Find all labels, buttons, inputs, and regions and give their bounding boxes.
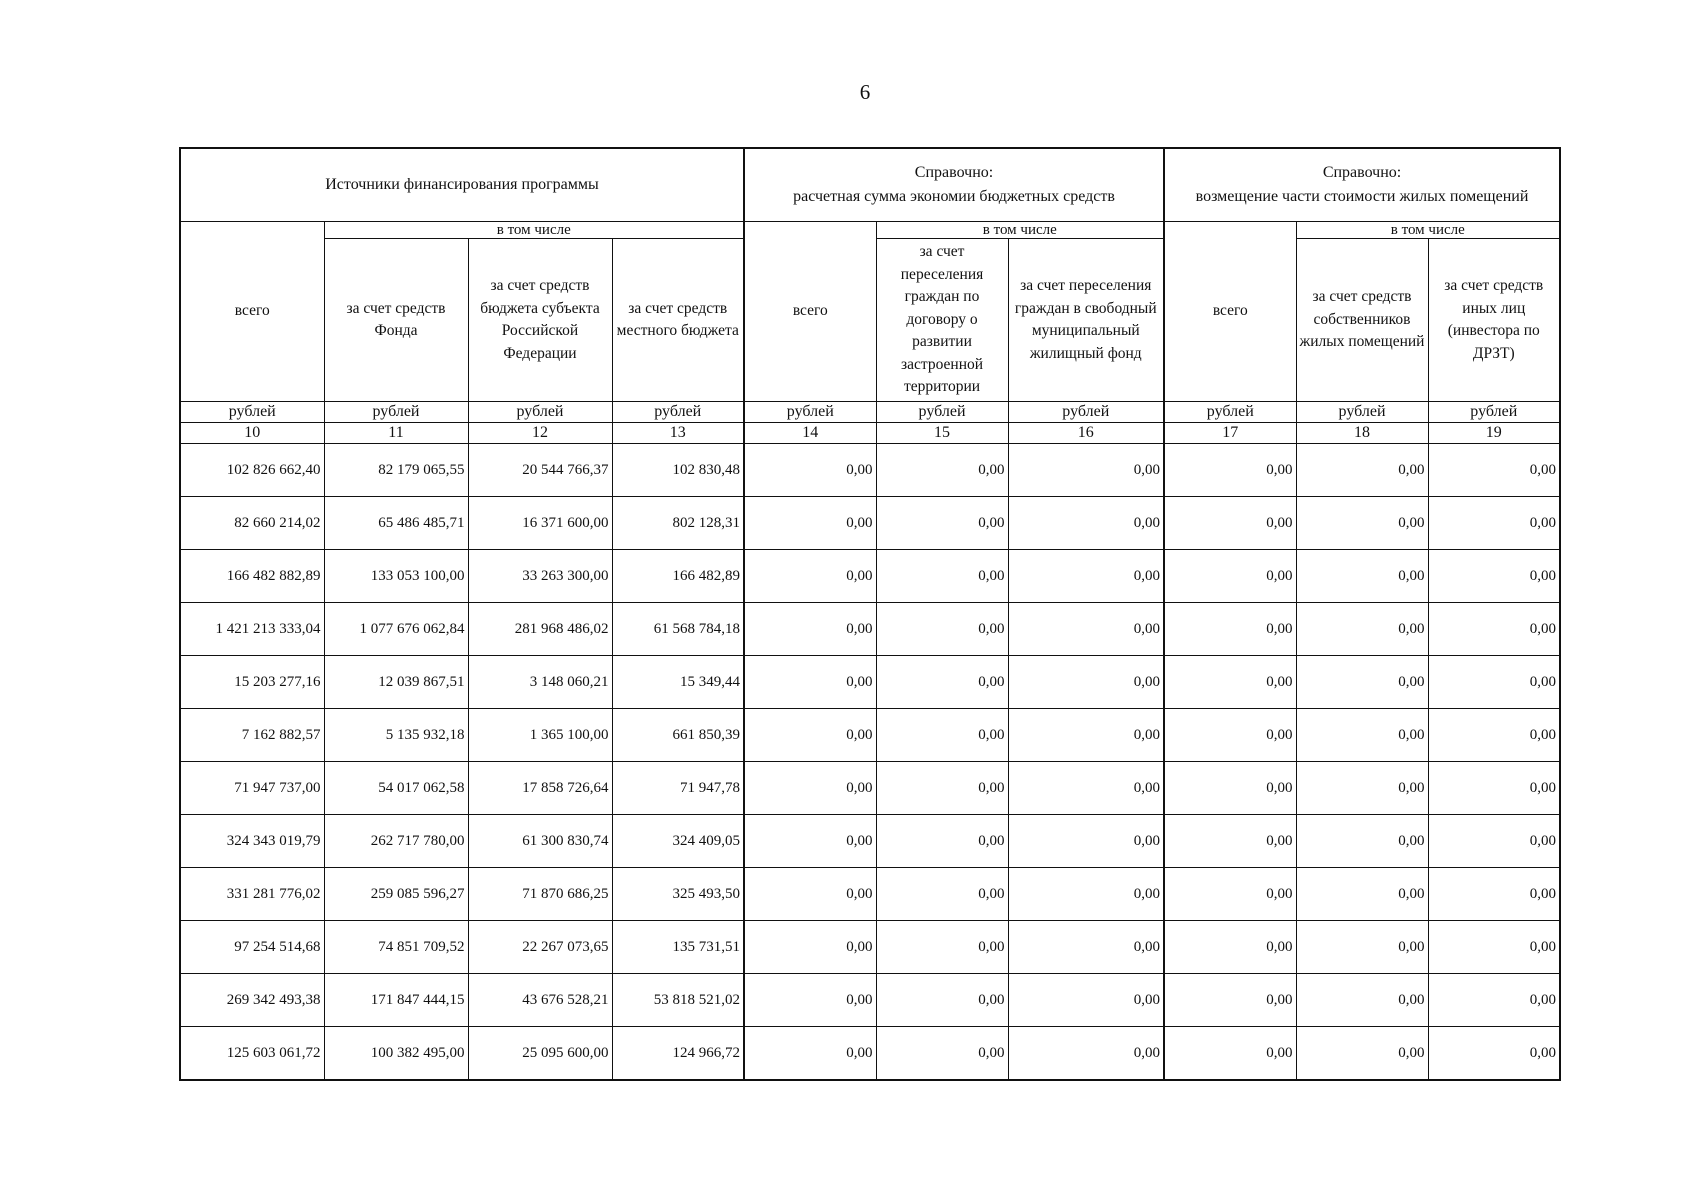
table-cell-col-15: 0,00 xyxy=(876,921,1008,974)
table-cell-col-19: 0,00 xyxy=(1428,974,1560,1027)
table-row xyxy=(180,868,1560,921)
table-cell-col-19: 0,00 xyxy=(1428,656,1560,709)
column-number: 12 xyxy=(468,423,612,444)
table-row xyxy=(180,550,1560,603)
column-header-14: всего xyxy=(744,222,876,402)
table-cell-col-12: 17 858 726,64 xyxy=(468,762,612,815)
group-header-financing-sources xyxy=(180,148,744,222)
table-cell-col-15: 0,00 xyxy=(876,974,1008,1027)
table-cell-col-14: 0,00 xyxy=(744,656,876,709)
table-cell-col-13: 324 409,05 xyxy=(612,815,744,868)
table-cell-col-18: 0,00 xyxy=(1296,709,1428,762)
table-cell-col-17: 0,00 xyxy=(1164,656,1296,709)
table-cell-col-12: 22 267 073,65 xyxy=(468,921,612,974)
table-cell-col-12: 20 544 766,37 xyxy=(468,444,612,497)
table-cell-col-13: 15 349,44 xyxy=(612,656,744,709)
table-cell-col-13: 661 850,39 xyxy=(612,709,744,762)
column-header-10: всего xyxy=(180,222,324,402)
unit-cell: рублей xyxy=(1428,402,1560,423)
table-cell-col-10: 125 603 061,72 xyxy=(180,1027,324,1081)
column-number: 13 xyxy=(612,423,744,444)
column-number: 14 xyxy=(744,423,876,444)
table-cell-col-12: 281 968 486,02 xyxy=(468,603,612,656)
table-cell-col-17: 0,00 xyxy=(1164,815,1296,868)
group-header-budget-savings xyxy=(744,148,1164,222)
table-body xyxy=(180,444,1560,1081)
table-cell-col-14: 0,00 xyxy=(744,921,876,974)
table-cell-col-14: 0,00 xyxy=(744,550,876,603)
table-cell-col-18: 0,00 xyxy=(1296,815,1428,868)
table-row xyxy=(180,709,1560,762)
table-cell-col-14: 0,00 xyxy=(744,709,876,762)
table-cell-col-16: 0,00 xyxy=(1008,921,1164,974)
unit-cell: рублей xyxy=(1296,402,1428,423)
table-cell-col-12: 16 371 600,00 xyxy=(468,497,612,550)
column-header-12: за счет средств бюджета субъекта Российской Федерации xyxy=(468,239,612,402)
table-cell-col-14: 0,00 xyxy=(744,974,876,1027)
column-number: 11 xyxy=(324,423,468,444)
unit-cell: рублей xyxy=(324,402,468,423)
table-cell-col-13: 53 818 521,02 xyxy=(612,974,744,1027)
table-cell-col-19: 0,00 xyxy=(1428,1027,1560,1081)
column-header-13: за счет средств местного бюджета xyxy=(612,239,744,402)
unit-cell: рублей xyxy=(468,402,612,423)
table-cell-col-14: 0,00 xyxy=(744,603,876,656)
table-cell-col-11: 133 053 100,00 xyxy=(324,550,468,603)
table-cell-col-14: 0,00 xyxy=(744,868,876,921)
table-cell-col-15: 0,00 xyxy=(876,603,1008,656)
table-cell-col-10: 166 482 882,89 xyxy=(180,550,324,603)
unit-cell: рублей xyxy=(876,402,1008,423)
table-cell-col-11: 65 486 485,71 xyxy=(324,497,468,550)
table-cell-col-13: 135 731,51 xyxy=(612,921,744,974)
group-header-savings-line2: расчетная сумма экономии бюджетных средств xyxy=(793,188,1115,205)
table-cell-col-16: 0,00 xyxy=(1008,1027,1164,1081)
table-cell-col-17: 0,00 xyxy=(1164,762,1296,815)
table-cell-col-19: 0,00 xyxy=(1428,603,1560,656)
table-cell-col-15: 0,00 xyxy=(876,497,1008,550)
table-cell-col-18: 0,00 xyxy=(1296,603,1428,656)
table-cell-col-19: 0,00 xyxy=(1428,815,1560,868)
table-cell-col-15: 0,00 xyxy=(876,709,1008,762)
column-number: 10 xyxy=(180,423,324,444)
table-cell-col-11: 262 717 780,00 xyxy=(324,815,468,868)
table-cell-col-19: 0,00 xyxy=(1428,709,1560,762)
table-cell-col-10: 7 162 882,57 xyxy=(180,709,324,762)
column-header-18: за счет средств собственников жилых помещений xyxy=(1296,239,1428,402)
table-cell-col-18: 0,00 xyxy=(1296,656,1428,709)
table-cell-col-18: 0,00 xyxy=(1296,1027,1428,1081)
column-header-15: за счет переселения граждан по договору о развитии застроенной территории xyxy=(876,239,1008,402)
table-cell-col-17: 0,00 xyxy=(1164,603,1296,656)
table-row xyxy=(180,497,1560,550)
table-cell-col-11: 82 179 065,55 xyxy=(324,444,468,497)
table-cell-col-13: 802 128,31 xyxy=(612,497,744,550)
table-cell-col-19: 0,00 xyxy=(1428,868,1560,921)
table-cell-col-16: 0,00 xyxy=(1008,709,1164,762)
column-number: 15 xyxy=(876,423,1008,444)
page-number: 6 xyxy=(859,80,871,104)
table-cell-col-17: 0,00 xyxy=(1164,709,1296,762)
table-cell-col-16: 0,00 xyxy=(1008,815,1164,868)
table-cell-col-12: 33 263 300,00 xyxy=(468,550,612,603)
table-cell-col-18: 0,00 xyxy=(1296,444,1428,497)
table-cell-col-18: 0,00 xyxy=(1296,762,1428,815)
table-cell-col-10: 331 281 776,02 xyxy=(180,868,324,921)
table-cell-col-16: 0,00 xyxy=(1008,868,1164,921)
table-cell-col-16: 0,00 xyxy=(1008,444,1164,497)
subheader-in-number-1: в том числе xyxy=(324,222,744,239)
column-number-row xyxy=(180,423,1560,444)
unit-cell: рублей xyxy=(744,402,876,423)
table-cell-col-16: 0,00 xyxy=(1008,550,1164,603)
table-cell-col-14: 0,00 xyxy=(744,815,876,868)
table-cell-col-17: 0,00 xyxy=(1164,921,1296,974)
subheader-in-number-3: в том числе xyxy=(1296,222,1560,239)
table-cell-col-10: 1 421 213 333,04 xyxy=(180,603,324,656)
table-cell-col-11: 171 847 444,15 xyxy=(324,974,468,1027)
table-cell-col-15: 0,00 xyxy=(876,868,1008,921)
column-header-11: за счет средств Фонда xyxy=(324,239,468,402)
table-cell-col-14: 0,00 xyxy=(744,762,876,815)
table-cell-col-10: 97 254 514,68 xyxy=(180,921,324,974)
unit-row xyxy=(180,402,1560,423)
column-number: 18 xyxy=(1296,423,1428,444)
table-row xyxy=(180,815,1560,868)
table-cell-col-10: 82 660 214,02 xyxy=(180,497,324,550)
table-cell-col-17: 0,00 xyxy=(1164,497,1296,550)
unit-cell: рублей xyxy=(1164,402,1296,423)
column-header-16: за счет переселения граждан в свободный муниципальный жилищный фонд xyxy=(1008,239,1164,402)
table-cell-col-18: 0,00 xyxy=(1296,974,1428,1027)
unit-cell: рублей xyxy=(180,402,324,423)
column-number: 19 xyxy=(1428,423,1560,444)
table-cell-col-12: 3 148 060,21 xyxy=(468,656,612,709)
table-cell-col-18: 0,00 xyxy=(1296,550,1428,603)
table-row xyxy=(180,603,1560,656)
column-number: 17 xyxy=(1164,423,1296,444)
column-number: 16 xyxy=(1008,423,1164,444)
table-cell-col-15: 0,00 xyxy=(876,656,1008,709)
table-cell-col-17: 0,00 xyxy=(1164,868,1296,921)
table-cell-col-12: 61 300 830,74 xyxy=(468,815,612,868)
group-header-compensation-line1: Справочно: xyxy=(1322,164,1402,181)
table-row xyxy=(180,1027,1560,1081)
table-cell-col-10: 324 343 019,79 xyxy=(180,815,324,868)
table-row xyxy=(180,656,1560,709)
group-header-compensation-line2: возмещение части стоимости жилых помещений xyxy=(1195,188,1529,205)
table-cell-col-14: 0,00 xyxy=(744,444,876,497)
table-cell-col-10: 15 203 277,16 xyxy=(180,656,324,709)
table-cell-col-13: 166 482,89 xyxy=(612,550,744,603)
table-cell-col-15: 0,00 xyxy=(876,444,1008,497)
table-cell-col-16: 0,00 xyxy=(1008,656,1164,709)
group-header-financing-label: Источники финансирования программы xyxy=(325,176,599,193)
table-cell-col-12: 43 676 528,21 xyxy=(468,974,612,1027)
table-cell-col-12: 71 870 686,25 xyxy=(468,868,612,921)
table-cell-col-11: 12 039 867,51 xyxy=(324,656,468,709)
table-cell-col-18: 0,00 xyxy=(1296,497,1428,550)
table-cell-col-16: 0,00 xyxy=(1008,762,1164,815)
table-cell-col-17: 0,00 xyxy=(1164,550,1296,603)
table-cell-col-18: 0,00 xyxy=(1296,921,1428,974)
table-cell-col-11: 5 135 932,18 xyxy=(324,709,468,762)
table-cell-col-10: 102 826 662,40 xyxy=(180,444,324,497)
column-header-19: за счет средств иных лиц (инвестора по ДРЗТ) xyxy=(1428,239,1560,402)
table-cell-col-13: 102 830,48 xyxy=(612,444,744,497)
table-cell-col-17: 0,00 xyxy=(1164,974,1296,1027)
table-cell-col-15: 0,00 xyxy=(876,550,1008,603)
table-cell-col-11: 74 851 709,52 xyxy=(324,921,468,974)
table-cell-col-19: 0,00 xyxy=(1428,444,1560,497)
table-cell-col-16: 0,00 xyxy=(1008,603,1164,656)
table-cell-col-17: 0,00 xyxy=(1164,444,1296,497)
table-cell-col-15: 0,00 xyxy=(876,762,1008,815)
table-cell-col-19: 0,00 xyxy=(1428,921,1560,974)
table-row xyxy=(180,921,1560,974)
table-cell-col-13: 124 966,72 xyxy=(612,1027,744,1081)
table-cell-col-10: 269 342 493,38 xyxy=(180,974,324,1027)
table-cell-col-11: 54 017 062,58 xyxy=(324,762,468,815)
table-cell-col-19: 0,00 xyxy=(1428,762,1560,815)
table-cell-col-19: 0,00 xyxy=(1428,497,1560,550)
table-cell-col-15: 0,00 xyxy=(876,815,1008,868)
financing-table xyxy=(179,147,1561,1081)
unit-cell: рублей xyxy=(1008,402,1164,423)
group-header-savings-line1: Справочно: xyxy=(914,164,994,181)
table-row xyxy=(180,762,1560,815)
subheader-in-number-2: в том числе xyxy=(876,222,1164,239)
table-row xyxy=(180,444,1560,497)
column-header-17: всего xyxy=(1164,222,1296,402)
table-cell-col-13: 61 568 784,18 xyxy=(612,603,744,656)
table-cell-col-15: 0,00 xyxy=(876,1027,1008,1081)
table-cell-col-12: 25 095 600,00 xyxy=(468,1027,612,1081)
table-cell-col-14: 0,00 xyxy=(744,1027,876,1081)
table-cell-col-11: 1 077 676 062,84 xyxy=(324,603,468,656)
table-cell-col-13: 71 947,78 xyxy=(612,762,744,815)
unit-cell: рублей xyxy=(612,402,744,423)
table-cell-col-11: 259 085 596,27 xyxy=(324,868,468,921)
table-row xyxy=(180,974,1560,1027)
table-cell-col-16: 0,00 xyxy=(1008,497,1164,550)
table-cell-col-18: 0,00 xyxy=(1296,868,1428,921)
table-cell-col-12: 1 365 100,00 xyxy=(468,709,612,762)
table-cell-col-11: 100 382 495,00 xyxy=(324,1027,468,1081)
table-cell-col-13: 325 493,50 xyxy=(612,868,744,921)
table-cell-col-17: 0,00 xyxy=(1164,1027,1296,1081)
table-cell-col-10: 71 947 737,00 xyxy=(180,762,324,815)
table-cell-col-19: 0,00 xyxy=(1428,550,1560,603)
table-cell-col-16: 0,00 xyxy=(1008,974,1164,1027)
group-header-compensation xyxy=(1164,148,1560,222)
table-cell-col-14: 0,00 xyxy=(744,497,876,550)
